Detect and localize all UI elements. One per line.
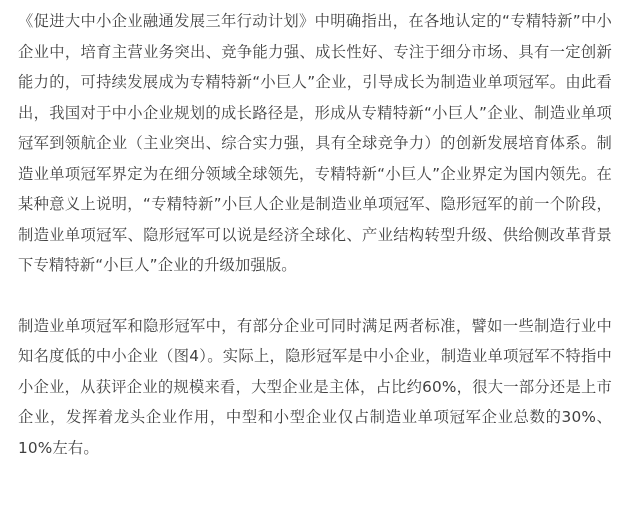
paragraph-1: 《促进大中小企业融通发展三年行动计划》中明确指出，在各地认定的“专精特新”中小企业中，培育主营业务突出、竞争能力强、成长性好、专注于细分市场、具有一定创新能力的，可持续发展成为专精特新“小巨人”企业，引导成长为制造业单项冠军。由此看出，我国对于中小企业规划的成长路径是，形成从专精特新“小巨人”企业、制造业单项冠军到领航企业（主业突出、综合实力强，具有全球竞争力）的创新发展培育体系。制造业单项冠军界定为在细分领域全球领先，专精特新“小巨人”企业界定为国内领先。在某种意义上说明，“专精特新”小巨人企业是制造业单项冠军、隐形冠军的前一个阶段，制造业单项冠军、隐形冠军可以说是经济全球化、产业结构转型升级、供给侧改革背景下专精特新“小巨人”企业的升级加强版。 [18,12,612,274]
article-body [18,6,612,463]
paragraph-2: 制造业单项冠军和隐形冠军中，有部分企业可同时满足两者标准，譬如一些制造行业中知名度低的中小企业（图4）。实际上，隐形冠军是中小企业，制造业单项冠军不特指中小企业，从获评企业的规模来看，大型企业是主体，占比约60%，很大一部分还是上市企业，发挥着龙头企业作用，中型和小型企业仅占制造业单项冠军企业总数的30%、10%左右。 [18,316,612,457]
paragraph-gap [18,281,612,311]
